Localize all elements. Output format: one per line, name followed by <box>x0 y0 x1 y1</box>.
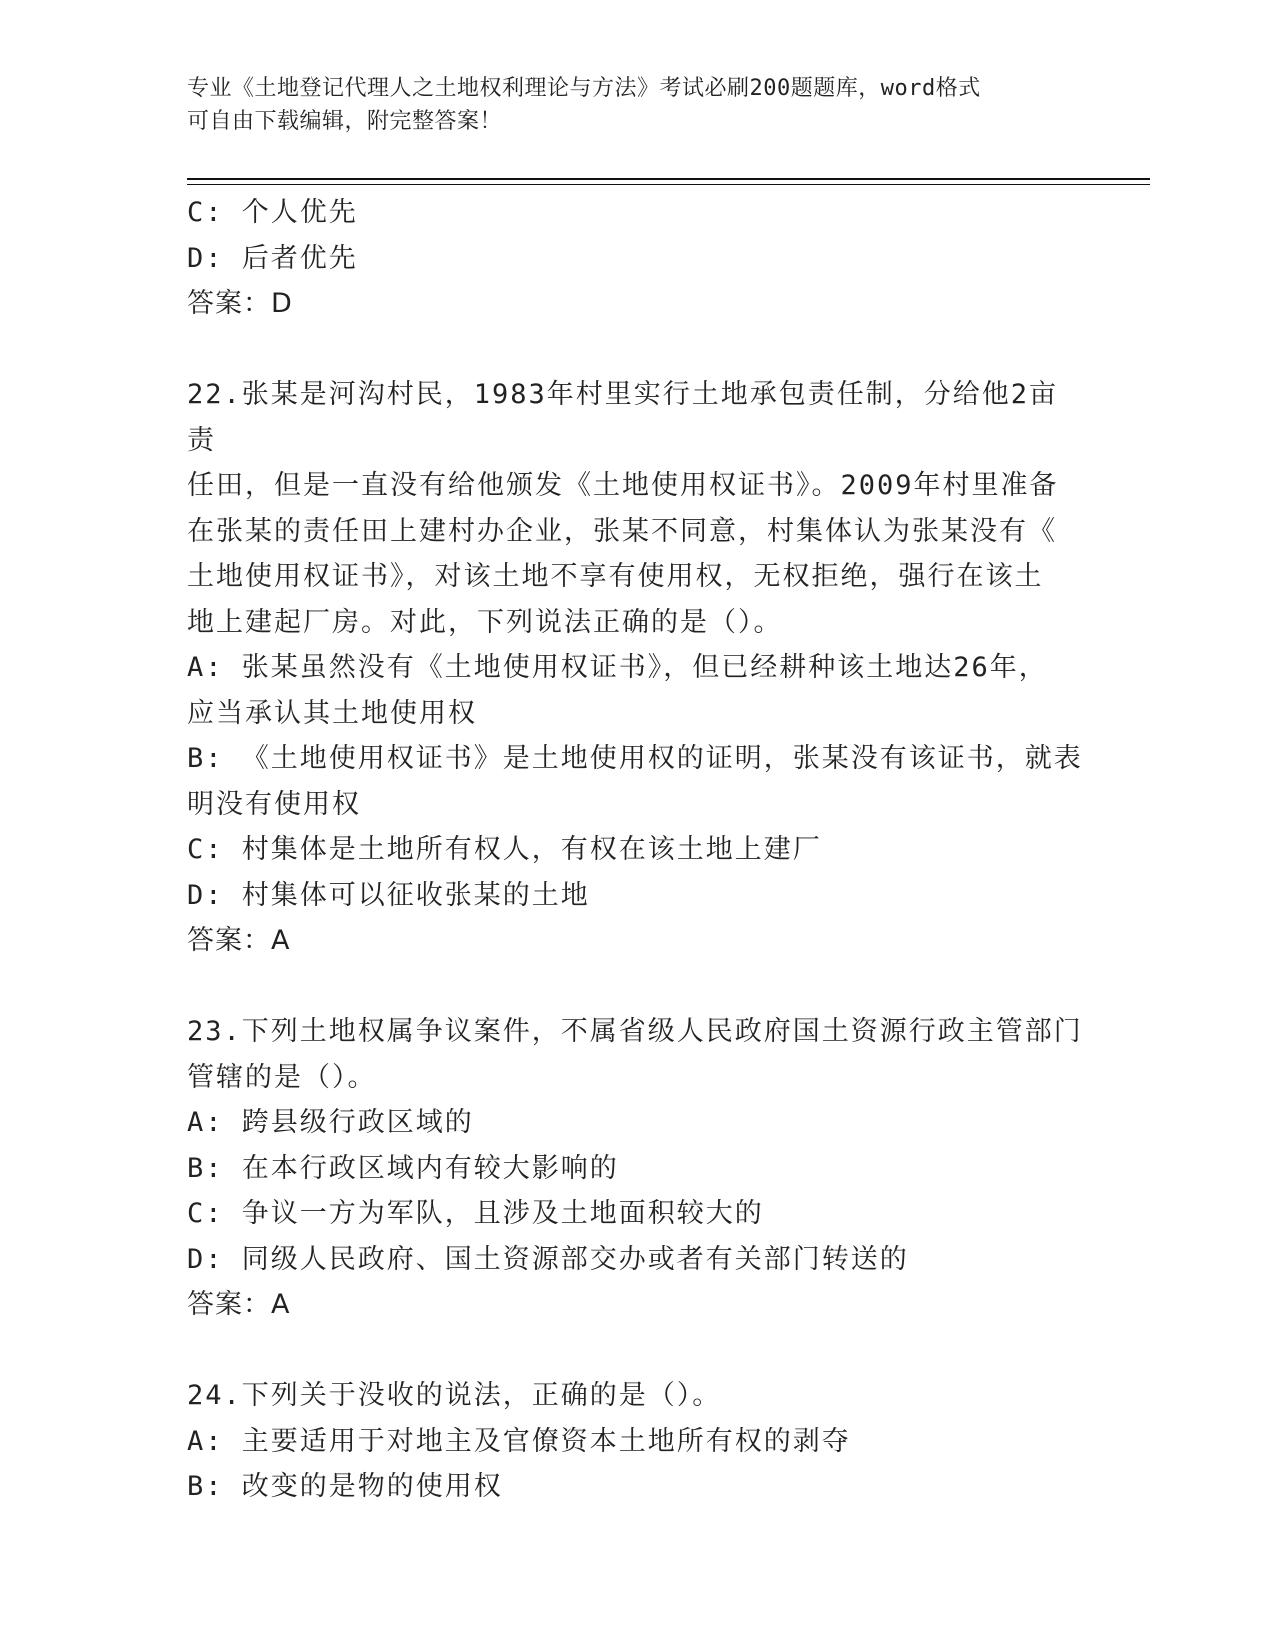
spacer <box>187 1328 1087 1374</box>
header-line-1: 专业《土地登记代理人之土地权利理论与方法》考试必刷200题题库，word格式 <box>187 76 981 101</box>
question-block-23 <box>187 1009 1087 1328</box>
question-stem-line: 22.张某是河沟村民，1983年村里实行土地承包责任制，分给他2亩责 <box>187 379 1059 456</box>
header-divider-thin <box>187 184 1150 185</box>
option-d: D: 村集体可以征收张某的土地 <box>187 879 590 911</box>
question-block-21 <box>187 190 1087 327</box>
option-d: D: 后者优先 <box>187 242 358 274</box>
spacer <box>187 327 1087 373</box>
option-a: A: 跨县级行政区域的 <box>187 1107 474 1138</box>
option-a: A: 主要适用于对地主及官僚资本土地所有权的剥夺 <box>187 1425 851 1457</box>
option-b: B: 在本行政区域内有较大影响的 <box>187 1152 619 1184</box>
option-a: A: 张某虽然没有《土地使用权证书》，但已经耕种该土地达26年， <box>187 652 1048 683</box>
question-stem-line: 24.下列关于没收的说法，正确的是（）。 <box>187 1380 722 1411</box>
option-a-cont: 应当承认其土地使用权 <box>187 697 477 729</box>
option-b-cont: 明没有使用权 <box>187 788 361 820</box>
question-stem-line: 管辖的是（）。 <box>187 1061 377 1093</box>
question-block-22 <box>187 372 1087 964</box>
question-block-24 <box>187 1373 1087 1510</box>
question-stem-line: 地上建起厂房。对此，下列说法正确的是（）。 <box>187 606 783 638</box>
question-stem-line: 在张某的责任田上建村办企业，张某不同意，村集体认为张某没有《 <box>187 515 1057 547</box>
option-c: C: 争议一方为军队，且涉及土地面积较大的 <box>187 1198 764 1229</box>
option-b: B: 《土地使用权证书》是土地使用权的证明，张某没有该证书，就表 <box>187 743 1083 774</box>
option-c: C: 个人优先 <box>187 197 358 228</box>
option-b: B: 改变的是物的使用权 <box>187 1471 503 1502</box>
question-stem-line: 任田，但是一直没有给他颁发《土地使用权证书》。2009年村里准备 <box>187 470 1059 501</box>
spacer <box>187 964 1087 1010</box>
header-line-2: 可自由下载编辑，附完整答案！ <box>187 109 503 134</box>
document-body <box>187 190 1087 1510</box>
option-d: D: 同级人民政府、国土资源部交办或者有关部门转送的 <box>187 1243 909 1275</box>
document-header <box>187 72 1087 138</box>
question-stem-line: 23.下列土地权属争议案件，不属省级人民政府国土资源行政主管部门 <box>187 1016 1083 1047</box>
question-stem-line: 土地使用权证书》，对该土地不享有使用权，无权拒绝，强行在该土 <box>187 561 1044 592</box>
option-c: C: 村集体是土地所有权人，有权在该土地上建厂 <box>187 834 822 865</box>
answer-line: 答案：A <box>187 925 291 956</box>
answer-line: 答案：D <box>187 288 293 319</box>
header-divider-thick <box>187 178 1150 180</box>
answer-line: 答案：A <box>187 1289 291 1320</box>
